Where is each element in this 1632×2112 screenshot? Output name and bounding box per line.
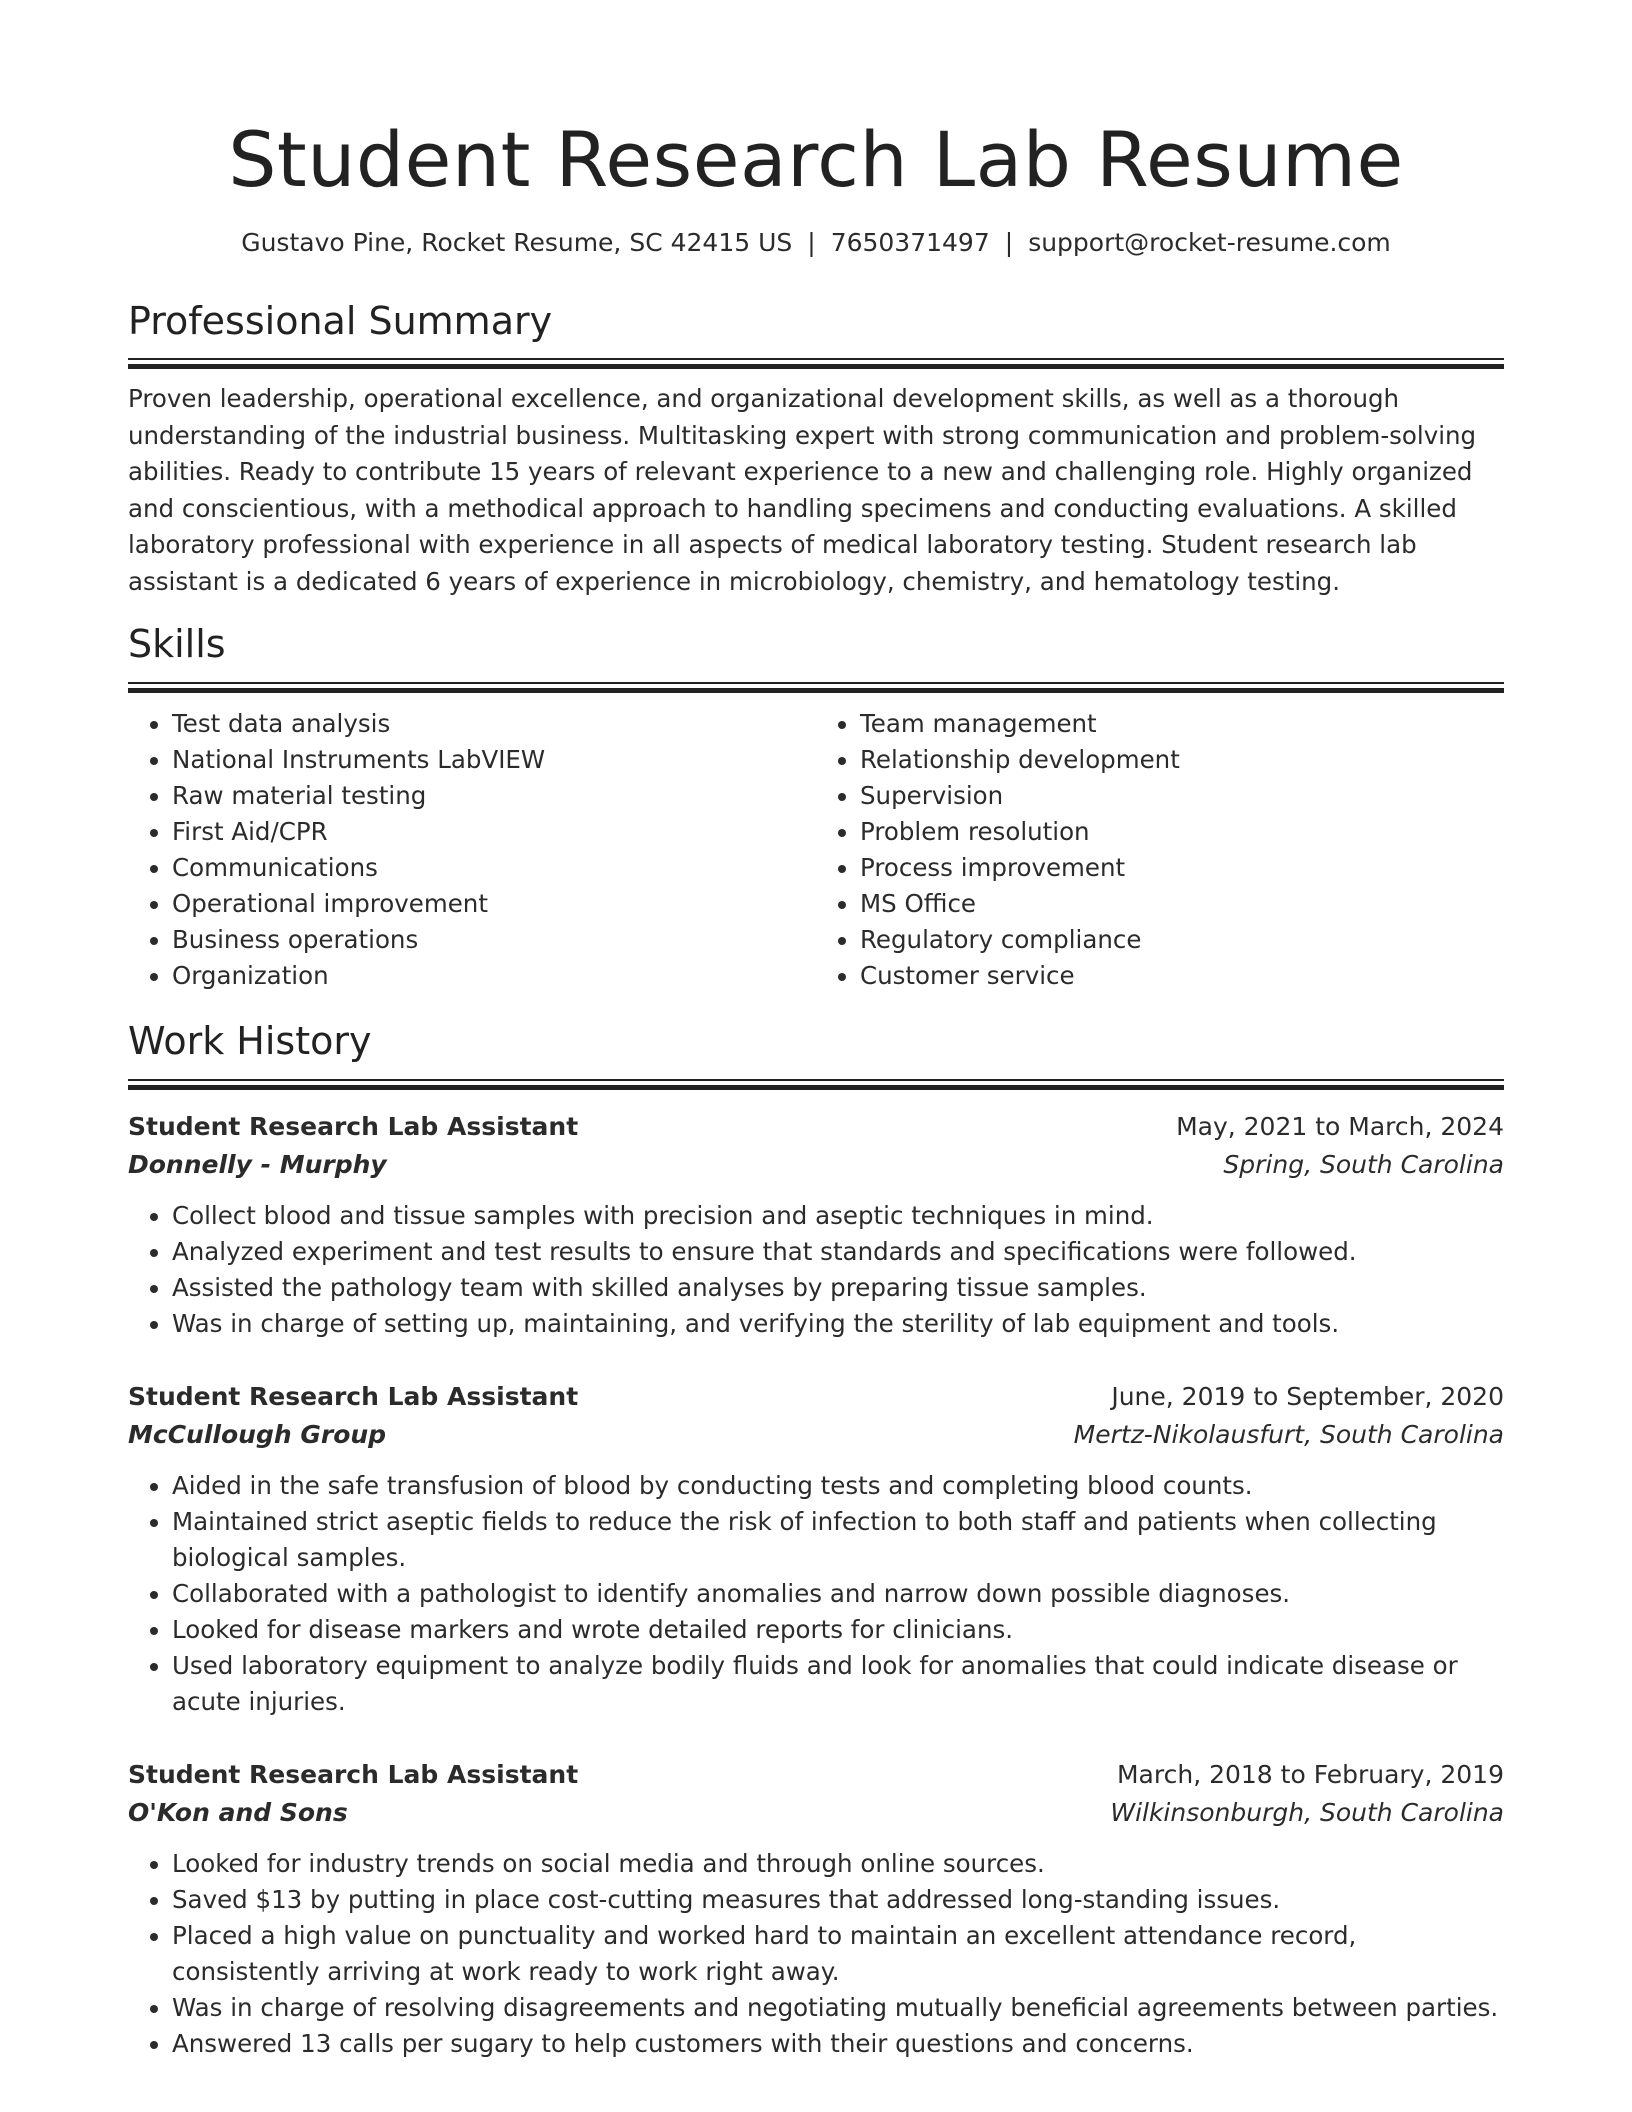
job-bullet-item: • Looked for disease markers and wrote detailed reports for clinicians. bbox=[172, 1612, 1504, 1648]
job-bullet-item: • Answered 13 calls per sugary to help customers with their questions and concerns. bbox=[172, 2026, 1504, 2062]
job-location: Wilkinsonburgh, South Carolina bbox=[1110, 1797, 1504, 1827]
job-title: Student Research Lab Assistant bbox=[128, 1111, 579, 1141]
skill-item: • Communications bbox=[172, 850, 816, 886]
resume-title: Student Research Lab Resume bbox=[228, 115, 1404, 204]
summary-text: Proven leadership, operational excellence, and organizational development skills, as well as a thorough understanding of the industrial business. Multitasking expert with strong communication and problem-solving abilities. Ready to contribute 15 years of relevant experience to a new and challenging role. Highly organized and conscientious, with a methodical approach to handling specimens and conducting evaluations. A skilled laboratory professional with experience in all aspects of medical laboratory testing. Student research lab assistant is a dedicated 6 years of experience in microbiology, chemistry, and hematology testing. bbox=[128, 384, 1477, 596]
contact-separator: | bbox=[807, 227, 816, 257]
skills-list-right bbox=[816, 706, 1504, 994]
job-company-row bbox=[128, 1794, 1504, 1832]
job-entry bbox=[128, 1756, 1504, 2062]
job-entry bbox=[128, 1378, 1504, 1720]
job-bullet-item: • Collaborated with a pathologist to identify anomalies and narrow down possible diagnoses. bbox=[172, 1576, 1504, 1612]
skill-item: • Team management bbox=[860, 706, 1504, 742]
skill-item: • Test data analysis bbox=[172, 706, 816, 742]
job-dates: May, 2021 to March, 2024 bbox=[1176, 1111, 1504, 1141]
skill-item: • Relationship development bbox=[860, 742, 1504, 778]
job-header-row bbox=[128, 1756, 1504, 1794]
job-bullet-item: • Used laboratory equipment to analyze bodily fluids and look for anomalies that could indicate disease or acute injuries. bbox=[172, 1648, 1504, 1720]
job-dates: March, 2018 to February, 2019 bbox=[1116, 1759, 1504, 1789]
skill-item: • Regulatory compliance bbox=[860, 922, 1504, 958]
job-dates: June, 2019 to September, 2020 bbox=[1111, 1381, 1504, 1411]
job-company-row bbox=[128, 1416, 1504, 1454]
section-heading-summary: Professional Summary bbox=[128, 298, 553, 343]
contact-phone: 7650371497 bbox=[830, 227, 990, 257]
job-header-row bbox=[128, 1378, 1504, 1416]
job-location: Spring, South Carolina bbox=[1223, 1149, 1504, 1179]
job-bullet-item: • Maintained strict aseptic fields to reduce the risk of infection to both staff and patients when collecting biological samples. bbox=[172, 1504, 1504, 1576]
job-bullet-item: • Looked for industry trends on social media and through online sources. bbox=[172, 1846, 1504, 1882]
contact-line bbox=[128, 228, 1504, 257]
contact-email: support@rocket-resume.com bbox=[1028, 227, 1391, 257]
section-heading-work-history: Work History bbox=[128, 1019, 372, 1064]
skills-section bbox=[128, 624, 1504, 994]
skill-item: • Operational improvement bbox=[172, 886, 816, 922]
job-bullet-item: • Saved $13 by putting in place cost-cutting measures that addressed long-standing issues. bbox=[172, 1882, 1504, 1918]
job-bullet-item: • Assisted the pathology team with skilled analyses by preparing tissue samples. bbox=[172, 1270, 1504, 1306]
section-heading-skills: Skills bbox=[128, 622, 226, 667]
job-bullet-item: • Was in charge of setting up, maintaining, and verifying the sterility of lab equipment and tools. bbox=[172, 1306, 1504, 1342]
job-bullet-item: • Was in charge of resolving disagreements and negotiating mutually beneficial agreements between parties. bbox=[172, 1990, 1504, 2026]
skill-item: • Process improvement bbox=[860, 850, 1504, 886]
professional-summary-section bbox=[128, 298, 1504, 601]
job-bullets bbox=[128, 1198, 1504, 1342]
job-company-row bbox=[128, 1146, 1504, 1184]
section-divider bbox=[128, 682, 1504, 693]
skill-item: • Raw material testing bbox=[172, 778, 816, 814]
job-list bbox=[128, 1108, 1504, 2062]
skill-item: • Business operations bbox=[172, 922, 816, 958]
skill-item: • National Instruments LabVIEW bbox=[172, 742, 816, 778]
skill-item: • Organization bbox=[172, 958, 816, 994]
job-bullets bbox=[128, 1468, 1504, 1720]
job-bullet-item: • Aided in the safe transfusion of blood by conducting tests and completing blood counts. bbox=[172, 1468, 1504, 1504]
work-history-section bbox=[128, 1021, 1504, 2062]
job-bullet-item: • Analyzed experiment and test results to ensure that standards and specifications were followed. bbox=[172, 1234, 1504, 1270]
job-bullet-item: • Collect blood and tissue samples with precision and aseptic techniques in mind. bbox=[172, 1198, 1504, 1234]
skill-item: • Problem resolution bbox=[860, 814, 1504, 850]
job-company: McCullough Group bbox=[128, 1419, 387, 1449]
job-company: O'Kon and Sons bbox=[128, 1797, 348, 1827]
skills-list-left bbox=[128, 706, 816, 994]
job-title: Student Research Lab Assistant bbox=[128, 1381, 579, 1411]
job-company: Donnelly - Murphy bbox=[128, 1149, 387, 1179]
skill-item: • Customer service bbox=[860, 958, 1504, 994]
contact-separator: | bbox=[1004, 227, 1014, 257]
section-divider bbox=[128, 1079, 1504, 1090]
job-bullet-item: • Placed a high value on punctuality and worked hard to maintain an excellent attendance record, consistently arriving at work ready to work right away. bbox=[172, 1918, 1504, 1990]
job-title: Student Research Lab Assistant bbox=[128, 1759, 579, 1789]
job-bullets bbox=[128, 1846, 1504, 2062]
job-entry bbox=[128, 1108, 1504, 1342]
job-header-row bbox=[128, 1108, 1504, 1146]
skill-item: • Supervision bbox=[860, 778, 1504, 814]
contact-address: Gustavo Pine, Rocket Resume, SC 42415 US bbox=[241, 227, 793, 257]
skill-item: • First Aid/CPR bbox=[172, 814, 816, 850]
section-divider bbox=[128, 358, 1504, 369]
skills-grid bbox=[128, 706, 1504, 994]
skill-item: • MS Office bbox=[860, 886, 1504, 922]
job-location: Mertz-Nikolausfurt, South Carolina bbox=[1073, 1419, 1504, 1449]
